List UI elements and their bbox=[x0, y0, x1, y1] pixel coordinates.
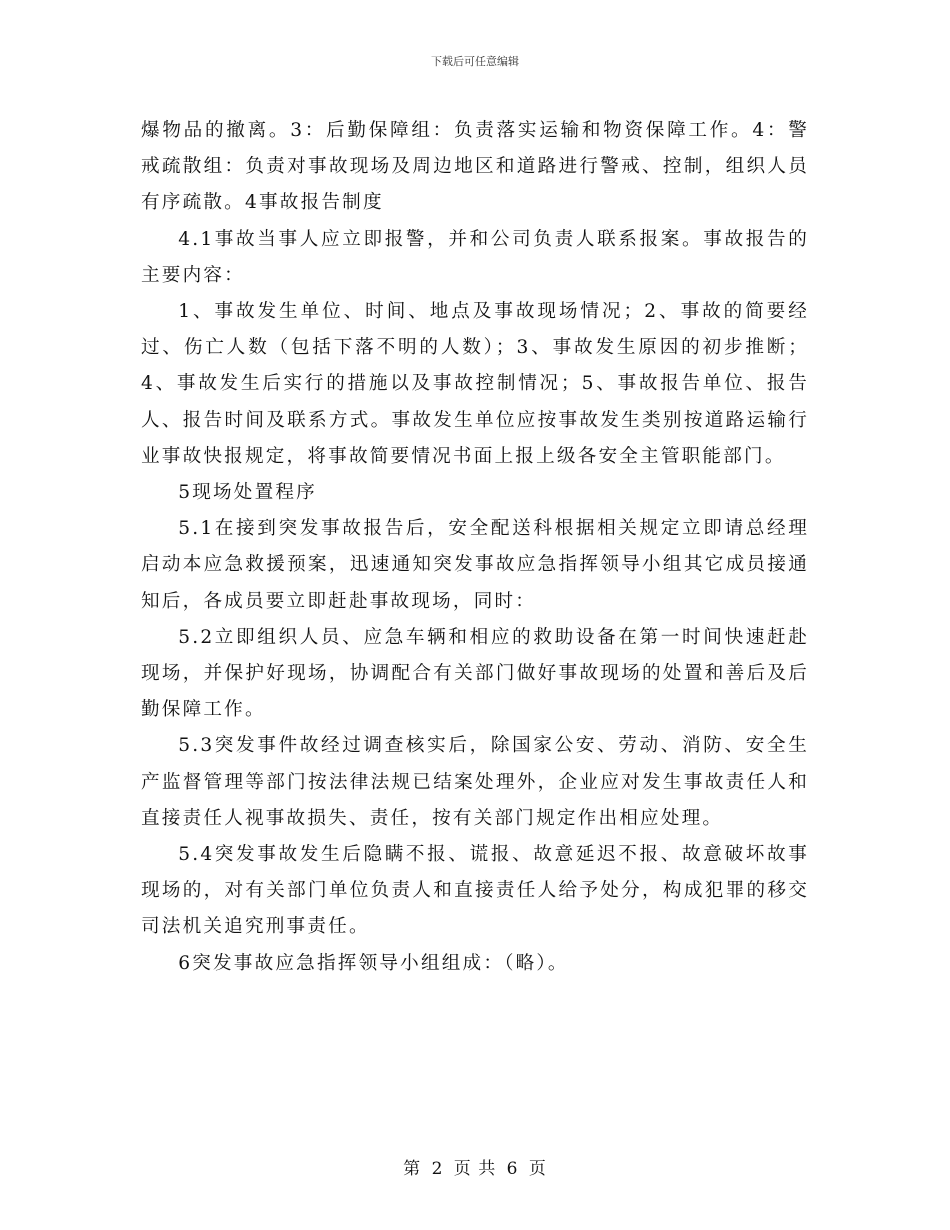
footer-middle: 页 共 bbox=[453, 1159, 497, 1179]
paragraph: 爆物品的撤离。3：后勤保障组：负责落实运输和物资保障工作。4：警戒疏散组：负责对事故现场及周边地区和道路进行警戒、控制，组织人员有序疏散。4事故报告制度 bbox=[141, 120, 809, 214]
document-body bbox=[141, 113, 809, 982]
page-footer bbox=[0, 1154, 950, 1179]
footer-current-page: 2 bbox=[431, 1159, 444, 1179]
footer-prefix: 第 bbox=[403, 1159, 422, 1179]
footer-total-pages: 6 bbox=[506, 1159, 519, 1179]
section-heading: 5现场处置程序 bbox=[178, 482, 317, 504]
section-heading: 6突发事故应急指挥领导小组组成：（略）。 bbox=[178, 952, 569, 974]
paragraph: 5.3突发事件故经过调查核实后，除国家公安、劳动、消防、安全生产监督管理等部门按法律法规已结案处理外，企业应对发生事故责任人和直接责任人视事故损失、责任，按有关部门规定作出相应处理。 bbox=[141, 735, 809, 829]
paragraph: 4.1事故当事人应立即报警，并和公司负责人联系报案。事故报告的主要内容： bbox=[141, 228, 809, 286]
page-header: 下载后可任意编辑 bbox=[431, 55, 519, 68]
paragraph: 1、事故发生单位、时间、地点及事故现场情况；2、事故的简要经过、伤亡人数（包括下落不明的人数）；3、事故发生原因的初步推断；4、事故发生后实行的措施以及事故控制情况；5、事故报告单位、报告人、报告时间及联系方式。事故发生单位应按事故发生类别按道路运输行业事故快报规定，将事故简要情况书面上报上级各安全主管职能部门。 bbox=[141, 301, 809, 467]
paragraph: 5.4突发事故发生后隐瞒不报、谎报、故意延迟不报、故意破坏故事现场的，对有关部门单位负责人和直接责任人给予处分，构成犯罪的移交司法机关追究刑事责任。 bbox=[141, 844, 809, 938]
paragraph: 5.1在接到突发事故报告后，安全配送科根据相关规定立即请总经理启动本应急救援预案，迅速通知突发事故应急指挥领导小组其它成员接通知后，各成员要立即赶赴事故现场，同时： bbox=[141, 518, 809, 612]
footer-suffix: 页 bbox=[528, 1159, 547, 1179]
paragraph: 5.2立即组织人员、应急车辆和相应的救助设备在第一时间快速赶赴现场，并保护好现场，协调配合有关部门做好事故现场的处置和善后及后勤保障工作。 bbox=[141, 626, 809, 721]
